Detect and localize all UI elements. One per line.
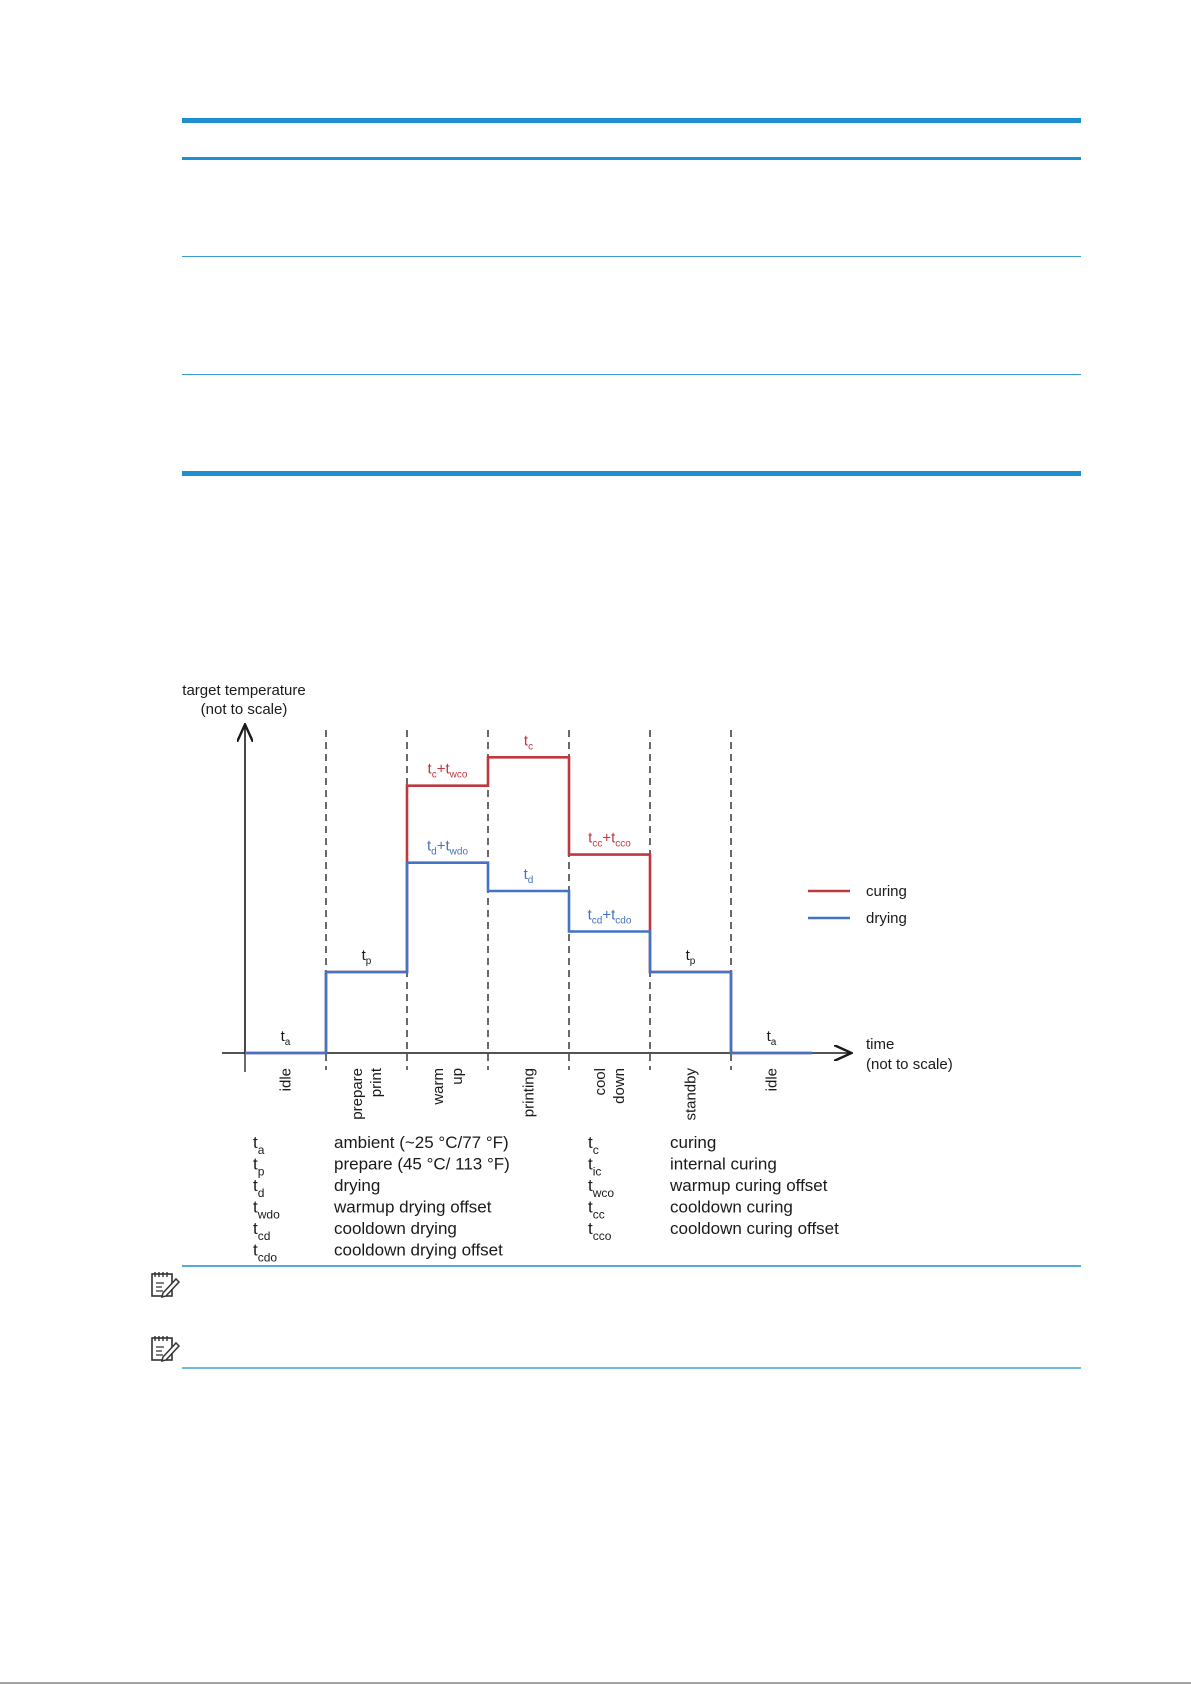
x-axis-label-line1: time <box>866 1036 895 1053</box>
definition-symbol: $t_{cdo}$ <box>253 1240 278 1265</box>
definition-symbol: $t_c$ <box>588 1133 599 1157</box>
definition-text: ambient (~25 °C/77 °F) <box>334 1133 509 1152</box>
phase-label: up <box>449 1068 466 1085</box>
definition-text: cooldown drying <box>334 1219 457 1238</box>
definition-text: internal curing <box>670 1154 777 1174</box>
step-label: $t_c$ <box>523 732 534 753</box>
step-label: $t_{cd}+t_{cdo}$ <box>587 906 632 927</box>
symbol-definitions <box>253 1133 839 1265</box>
x-axis-label-line2: (not to scale) <box>866 1056 953 1073</box>
step-label: $t_d+t_{wdo}$ <box>426 837 469 858</box>
step-label: $t_p$ <box>361 947 372 967</box>
definition-text: warmup curing offset <box>670 1176 828 1195</box>
definition-symbol: $t_p$ <box>253 1154 265 1179</box>
step-label: $t_c+t_{wco}$ <box>427 760 468 781</box>
note-icon <box>152 1336 179 1361</box>
step-label: $t_a$ <box>766 1028 777 1048</box>
definition-text: prepare (45 °C/ 113 °F) <box>334 1154 510 1174</box>
definition-text: warmup drying offset <box>334 1197 492 1217</box>
note-icon <box>152 1272 179 1297</box>
phase-label: standby <box>682 1068 700 1121</box>
legend-label-curing: curing <box>866 883 907 900</box>
definition-symbol: $t_{cc}$ <box>588 1197 605 1222</box>
definition-symbol: $t_{cco}$ <box>588 1219 612 1243</box>
definition-text: cooldown curing offset <box>670 1219 839 1238</box>
definition-text: drying <box>334 1176 381 1195</box>
definition-symbol: $t_d$ <box>253 1176 265 1200</box>
step-label: $t_{cc}+t_{cco}$ <box>588 829 631 850</box>
phase-label: cool <box>592 1068 609 1096</box>
definition-symbol: $t_{wdo}$ <box>253 1197 280 1222</box>
definition-symbol: $t_{cd}$ <box>253 1219 271 1243</box>
step-label: $t_p$ <box>685 947 696 967</box>
phase-label: print <box>368 1068 385 1098</box>
phase-label: printing <box>520 1068 538 1118</box>
definition-symbol: $t_{wco}$ <box>588 1176 615 1200</box>
series-layer <box>245 757 812 1053</box>
step-label: $t_d$ <box>523 866 534 886</box>
step-label: $t_a$ <box>280 1028 291 1048</box>
definition-text: cooldown drying offset <box>334 1240 503 1260</box>
series-line-drying <box>245 863 812 1053</box>
phase-label: down <box>611 1068 628 1104</box>
phase-label: warm <box>430 1068 447 1105</box>
phase-label: idle <box>763 1068 781 1092</box>
series-line-curing <box>245 757 812 1053</box>
y-axis-label-line1: target temperature <box>182 682 306 699</box>
chart-legend <box>808 883 907 927</box>
legend-label-drying: drying <box>866 910 907 927</box>
definition-symbol: $t_{ic}$ <box>588 1154 602 1179</box>
phase-label: idle <box>277 1068 295 1092</box>
definition-text: cooldown curing <box>670 1197 793 1217</box>
definition-symbol: $t_a$ <box>253 1133 265 1157</box>
definition-text: curing <box>670 1133 717 1152</box>
phase-label: prepare <box>349 1068 366 1120</box>
phase-labels <box>278 1067 781 1120</box>
y-axis-label-line2: (not to scale) <box>200 701 288 718</box>
